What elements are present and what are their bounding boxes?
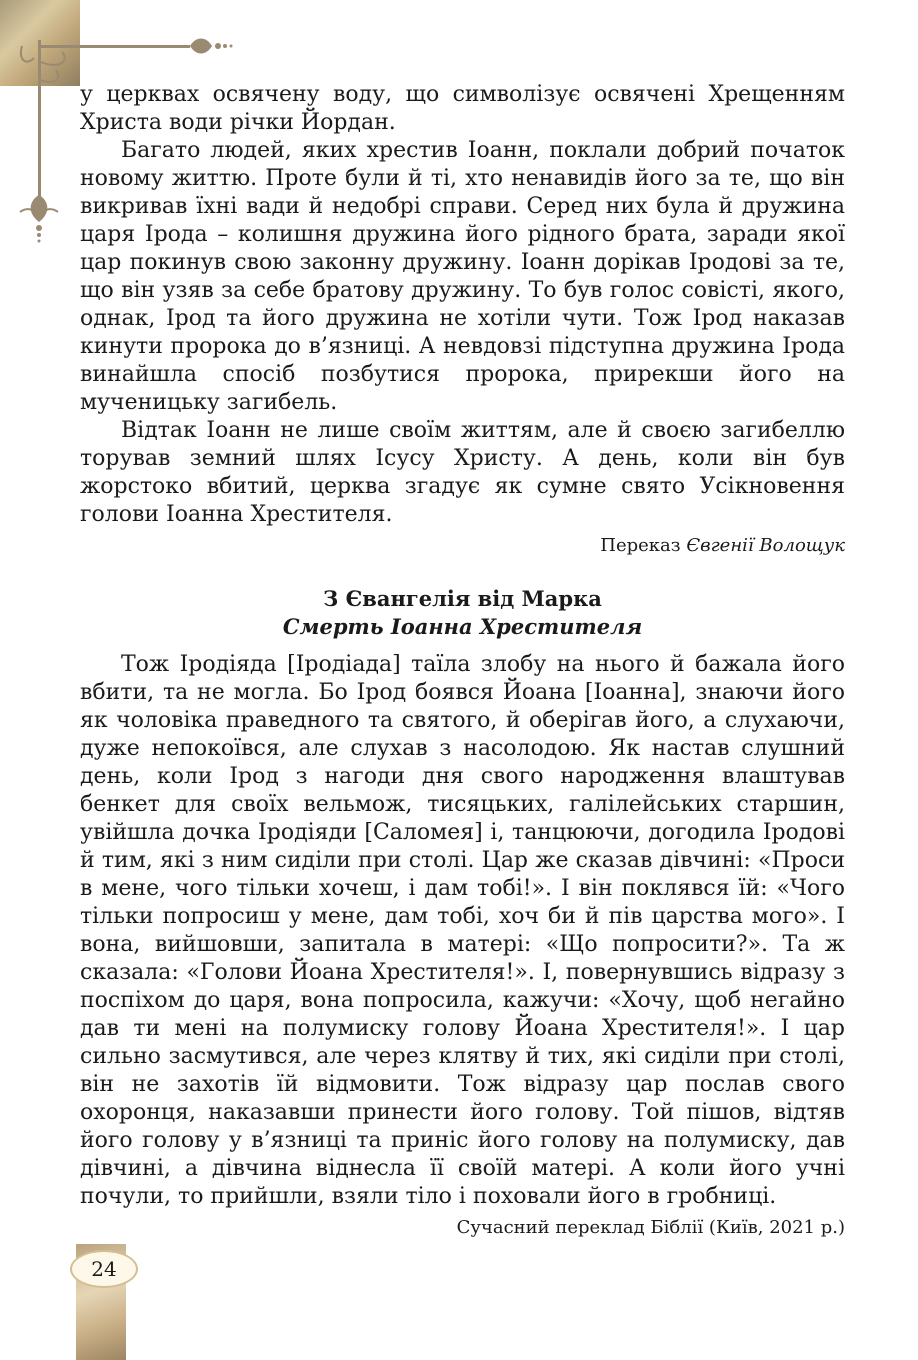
gospel-paragraph: Тож Іродіяда [Іродіада] таїла злобу на нього й бажала його вбити, та не могла. Бо Ірод боявся Йоана [Іоанна], знаючи його як чоловіка праведного та святого, й оберігав його, а слухаючи, дуже непокоївся, але слухав з насолодою. Як настав слушний день, коли Ірод з нагоди дня свого народження влаштував бенкет для своїх вельмож, тисяцьких, галілейських старшин, увійшла дочка Іродіяди [Саломея] і, танцюючи, догодила Іродові й тим, які з ним сиділи при столі. Цар же сказав дівчині: «Проси в мене, чого тільки хочеш, і дам тобі!». І він поклявся їй: «Чого тільки попросиш у мене, дам тобі, хоч би й пів царства мого». І вона, вийшовши, запитала в матері: «Що попросити?». Та ж сказала: «Голови Йоана Хрестителя!». І, повернувшись відразу з поспіхом до царя, вона попросила, кажучи: «Хочу, щоб негайно дав ти мені на полумиску голову Йоана Хрестителя!». І цар сильно засмутився, але через клятву й тих, які сиділи при столі, він не захотів їй відмовити. Тож відразу цар послав свого охоронця, наказавши принести його голову. Той пішов, відтяв його голову у в’язниці та приніс його голову на полумиску, дав дівчині, а дівчина віднесла її своїй матері. А коли його учні почули, то прийшли, взяли тіло і поховали його в гробниці.: [80, 652, 845, 1209]
retelling-credit: [80, 533, 845, 559]
section-title: З Євангелія від Марка: [323, 586, 602, 611]
paragraph: у церквах освячену воду, що символізує освячені Хрещенням Христа води річки Йордан.: [80, 82, 845, 135]
bible-translation-credit: Сучасний переклад Біблії (Київ, 2021 р.): [456, 1217, 845, 1238]
section-subtitle: Смерть Іоанна Хрестителя: [282, 614, 643, 639]
paragraph: Багато людей, яких хрестив Іоанн, поклали добрий початок новому життю. Проте були й ті, хто ненавидів його за те, що він викривав їхні вади й недобрі справи. Серед них була й дружина царя Ірода – колишня дружина його рідного брата, заради якої цар покинув свою законну дружину. Іоанн дорікав Іродові за те, що він узяв за себе братову дружину. То був голос совісті, якого, однак, Ірод та його дружина не хотіли чути. Тож Ірод наказав кинути пророка до в’язниці. А невдовзі підступна дружина Ірода винайшла спосіб позбутися пророка, прирекши його на мученицьку загибель.: [80, 138, 845, 415]
paragraph: Відтак Іоанн не лише своїм життям, але й своєю загибеллю торував земний шлях Ісусу Христу. А день, коли він був жорстоко вбитий, церква згадує як сумне свято Усікновення голови Іоанна Хрестителя.: [80, 418, 845, 527]
page-number: 24: [70, 1250, 138, 1288]
page-content: [80, 81, 845, 1241]
credit-prefix: Переказ: [600, 535, 681, 556]
credit-author: Євгенії Волощук: [686, 535, 845, 556]
